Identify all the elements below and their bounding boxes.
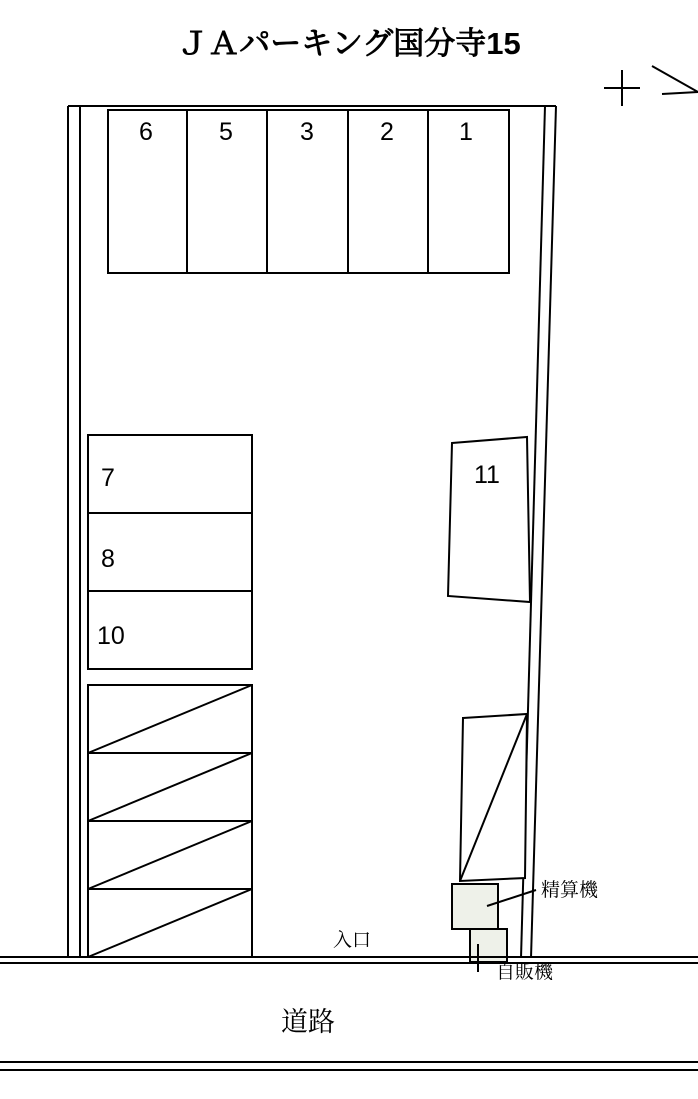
stall-label-7: 7 bbox=[101, 464, 115, 492]
right-hatched-stall bbox=[460, 714, 527, 881]
left-hatched-stalls bbox=[88, 685, 252, 957]
stall-label-3: 3 bbox=[300, 118, 314, 146]
stall-label-5: 5 bbox=[219, 118, 233, 146]
stall-label-8: 8 bbox=[101, 545, 115, 573]
road-lines bbox=[0, 957, 698, 1070]
stall-label-1: 1 bbox=[459, 118, 473, 146]
stall-label-11: 11 bbox=[474, 461, 500, 489]
payment-machine-label: 精算機 bbox=[541, 880, 599, 901]
entrance-label: 入口 bbox=[333, 930, 372, 951]
north-arrow-icon bbox=[604, 66, 698, 106]
vending-machine-label: 自販機 bbox=[496, 962, 554, 983]
page-title: ＪＡパーキング国分寺15 bbox=[177, 26, 521, 61]
stall-label-10: 10 bbox=[97, 622, 125, 650]
road-label: 道路 bbox=[281, 1007, 335, 1037]
stall-label-6: 6 bbox=[139, 118, 153, 146]
stall-label-2: 2 bbox=[380, 118, 394, 146]
